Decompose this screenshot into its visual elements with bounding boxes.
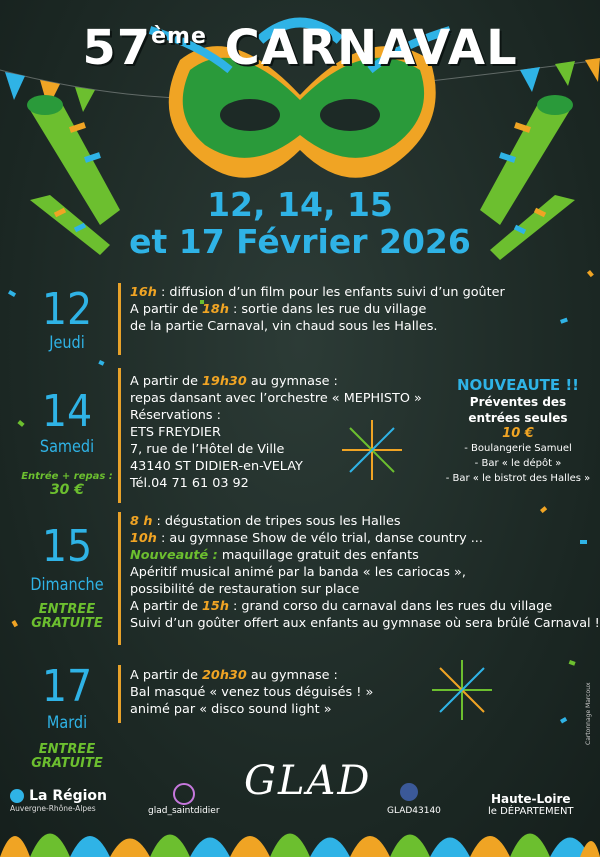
price-value: 30 € xyxy=(49,482,85,498)
event-text: Bal masqué « xyxy=(130,685,222,700)
event-text: A partir de xyxy=(130,374,203,389)
event-text: Apéritif musical animé par la banda « xyxy=(130,565,375,580)
event-line xyxy=(130,441,422,458)
divider-14 xyxy=(118,368,121,503)
free-label-17-line2: GRATUITE xyxy=(31,756,103,771)
event-line xyxy=(130,301,505,318)
event-text: animé par « xyxy=(130,702,212,717)
event-line xyxy=(130,581,600,598)
instagram-handle: glad_saintdidier xyxy=(148,806,220,816)
dates-line-1: 12, 14, 15 xyxy=(207,185,393,224)
bottom-leaves xyxy=(0,834,600,857)
event-text: Nouveauté : xyxy=(130,548,218,563)
department-logo xyxy=(488,792,574,817)
price-label: Entrée + repas : xyxy=(21,471,113,482)
nouveaute-heading: NOUVEAUTE !! xyxy=(456,376,580,394)
event-text: 19h30 xyxy=(202,374,247,389)
location-3: - Bar « le bistrot des Halles » xyxy=(445,473,591,484)
day-name-dimanche: Dimanche xyxy=(30,575,104,595)
day-number-12: 12 xyxy=(41,284,93,335)
facebook-icon xyxy=(400,783,418,801)
event-line xyxy=(130,530,600,547)
region-icon xyxy=(10,789,24,803)
event-line xyxy=(130,701,373,718)
event-line xyxy=(130,547,600,564)
event-text: : au gymnase Show de vélo trial, danse country ... xyxy=(156,531,483,546)
day-name-samedi: Samedi xyxy=(39,437,95,457)
event-line xyxy=(130,615,600,632)
event-text: 15h xyxy=(202,599,229,614)
event-line xyxy=(130,407,422,424)
event-text: au gymnase : xyxy=(246,668,338,683)
event-text: : grand corso du carnaval dans les rues du village xyxy=(228,599,553,614)
dates-line-2: et 17 Février 2026 xyxy=(129,222,471,261)
event-line xyxy=(130,284,505,301)
event-text: A partir de xyxy=(130,302,203,317)
event-line xyxy=(130,390,422,407)
event-text: : dégustation de tripes sous les Halles xyxy=(152,514,401,529)
dept-line1: Haute-Loire xyxy=(490,792,571,806)
nouveaute-box xyxy=(438,376,598,486)
printer-credit: Cartonnage Marcoux xyxy=(585,682,592,745)
events-day-14 xyxy=(130,373,422,492)
event-text: venez tous déguisés ! xyxy=(221,685,362,700)
event-text: Tél.04 71 61 03 92 xyxy=(130,476,249,491)
event-text: 16h xyxy=(130,285,157,300)
event-text: » xyxy=(409,391,422,406)
nouveaute-sub2: entrées seules xyxy=(468,411,568,425)
events-day-15 xyxy=(130,513,600,632)
free-label-17-line1: ENTREE xyxy=(38,742,96,757)
day-number-15: 15 xyxy=(41,521,93,572)
divider-12 xyxy=(118,283,121,355)
event-text: 7, rue de l’Hôtel de Ville xyxy=(130,442,285,457)
event-text: de la partie Carnaval, vin chaud sous les Halles. xyxy=(130,319,438,334)
nouveaute-sub1: Préventes des xyxy=(469,395,567,409)
event-line xyxy=(130,458,422,475)
event-line xyxy=(130,667,373,684)
event-line xyxy=(130,564,600,581)
event-line xyxy=(130,475,422,492)
region-sub: Auvergne-Rhône-Alpes xyxy=(10,804,96,813)
event-text: Suivi d’un goûter offert aux enfants au gymnase où sera brûlé Carnaval ! xyxy=(130,616,600,631)
free-label-15-line1: ENTREE xyxy=(38,602,96,617)
event-line xyxy=(130,373,422,390)
glad-logo: GLAD xyxy=(244,758,372,804)
divider-15 xyxy=(118,512,121,645)
event-text: maquillage gratuit des enfants xyxy=(217,548,419,563)
poster-title xyxy=(0,20,600,76)
title-word: CARNAVAL xyxy=(224,20,518,76)
event-text: : sortie dans les rue du village xyxy=(228,302,427,317)
facebook-handle: GLAD43140 xyxy=(387,806,441,816)
event-text: » xyxy=(319,702,332,717)
event-line xyxy=(130,598,600,615)
event-text: 10h xyxy=(130,531,157,546)
event-text: », xyxy=(449,565,466,580)
event-text: : diffusion d’un film pour les enfants suivi d’un goûter xyxy=(156,285,505,300)
title-number: 57 xyxy=(82,20,152,76)
title-suffix: ème xyxy=(151,24,207,49)
event-text: » xyxy=(361,685,374,700)
day-number-14: 14 xyxy=(41,386,93,437)
day-number-17: 17 xyxy=(41,661,93,712)
event-text: 43140 ST DIDIER-en-VELAY xyxy=(130,459,303,474)
event-text: disco sound light xyxy=(211,702,320,717)
location-1: - Boulangerie Samuel xyxy=(464,443,572,454)
event-line xyxy=(130,318,505,335)
dept-line2: le DÉPARTEMENT xyxy=(488,806,574,817)
location-2: - Bar « le dépôt » xyxy=(474,458,562,469)
event-text: A partir de xyxy=(130,668,203,683)
day-name-jeudi: Jeudi xyxy=(49,333,85,353)
event-text: 8 h xyxy=(130,514,153,529)
event-line xyxy=(130,424,422,441)
events-day-12 xyxy=(130,284,505,335)
events-day-17 xyxy=(130,667,373,718)
event-text: les cariocas xyxy=(374,565,450,580)
event-line xyxy=(130,684,373,701)
day-name-mardi: Mardi xyxy=(46,713,88,733)
instagram-icon xyxy=(173,783,195,805)
event-line xyxy=(130,513,600,530)
event-text: A partir de xyxy=(130,599,203,614)
event-text: ETS FREYDIER xyxy=(130,425,221,440)
event-text: MEPHISTO xyxy=(343,391,410,406)
firework-2 xyxy=(432,660,492,720)
divider-17 xyxy=(118,665,121,723)
event-text: possibilité de restauration sur place xyxy=(130,582,360,597)
free-label-15-line2: GRATUITE xyxy=(31,616,103,631)
event-text: 18h xyxy=(202,302,229,317)
region-logo xyxy=(10,785,107,813)
region-name: La Région xyxy=(29,788,108,804)
event-text: repas dansant avec l’orchestre « xyxy=(130,391,344,406)
event-text: Réservations : xyxy=(130,408,221,423)
event-text: au gymnase : xyxy=(246,374,338,389)
event-text: 20h30 xyxy=(202,668,247,683)
nouveaute-price: 10 € xyxy=(502,426,534,441)
